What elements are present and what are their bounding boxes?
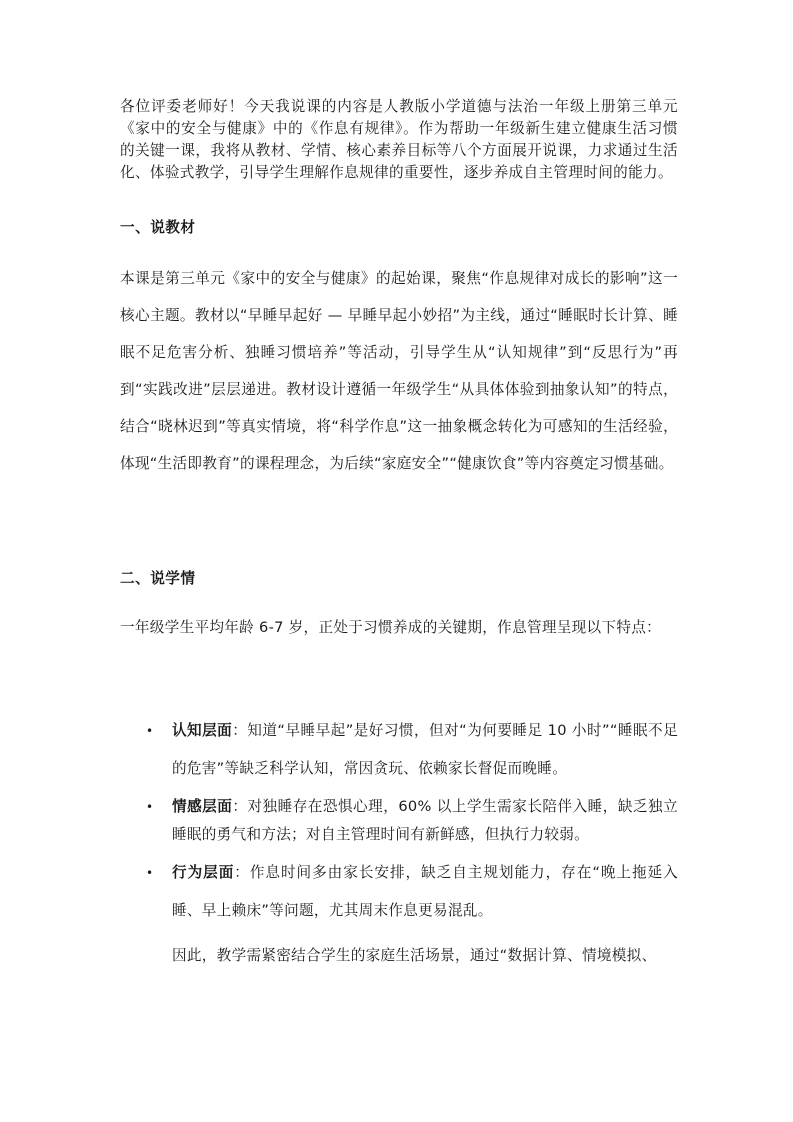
list-item-label: 认知层面 (172, 722, 233, 739)
list-item-label: 情感层面 (172, 798, 233, 815)
section-heading-textbook: 一、说教材 (120, 219, 196, 236)
list-item-cognitive (120, 712, 678, 788)
list-item-text: ：知道“早睡早起”是好习惯，但对“为何要睡足 10 小时”“睡眠不足的危害”等缺乏科学认知，常因贪玩、依赖家长督促而晚睡。 (172, 722, 678, 777)
list-item-text: ：对独睡存在恐惧心理，60% 以上学生需家长陪伴入睡，缺乏独立睡眠的勇气和方法；对自主管理时间有新鲜感，但执行力较弱。 (172, 798, 678, 843)
students-paragraph: 一年级学生平均年龄 6-7 岁，正处于习惯养成的关键期，作息管理呈现以下特点： (120, 619, 662, 636)
textbook-paragraph: 本课是第三单元《家中的安全与健康》的起始课，聚焦“作息规律对成长的影响”这一核心主题。教材以“早睡早起好 — 早睡早起小妙招”为主线，通过“睡眠时长计算、睡眠不足危害分析、独睡习惯培养”等活动，引导学生从“认知规律”到“反思行为”再到“实践改进”层层递进。教材设计遵循一年级学生“从具体体验到抽象认知”的特点，结合“晓林迟到”等真实情境，将“科学作息”这一抽象概念转化为可感知的生活经验，体现“生活即教育”的课程理念，为后续“家庭安全”“健康饮食”等内容奠定习惯基础。 (120, 270, 678, 472)
list-item-behavioral (120, 854, 678, 930)
bullet-icon: • (146, 800, 154, 814)
list-item-text: ：作息时间多由家长安排，缺乏自主规划能力，存在“晚上拖延入睡、早上赖床”等问题，尤其周末作息更易混乱。 (172, 864, 679, 919)
bullet-icon: • (146, 866, 154, 880)
bullet-icon: • (146, 724, 154, 738)
section-heading-students: 二、说学情 (120, 570, 196, 587)
list-item-label: 行为层面 (172, 864, 235, 881)
list-item-emotional (120, 793, 678, 849)
characteristics-list (120, 712, 678, 930)
intro-paragraph: 各位评委老师好！今天我说课的内容是人教版小学道德与法治一年级上册第三单元《家中的安全与健康》中的《作息有规律》。作为帮助一年级新生建立健康生活习惯的关键一课，我将从教材、学情、核心素养目标等八个方面展开说课，力求通过生活化、体验式教学，引导学生理解作息规律的重要性，逐步养成自主管理时间的能力。 (120, 98, 678, 181)
closing-paragraph: 因此，教学需紧密结合学生的家庭生活场景，通过“数据计算、情境模拟、 (172, 947, 657, 964)
